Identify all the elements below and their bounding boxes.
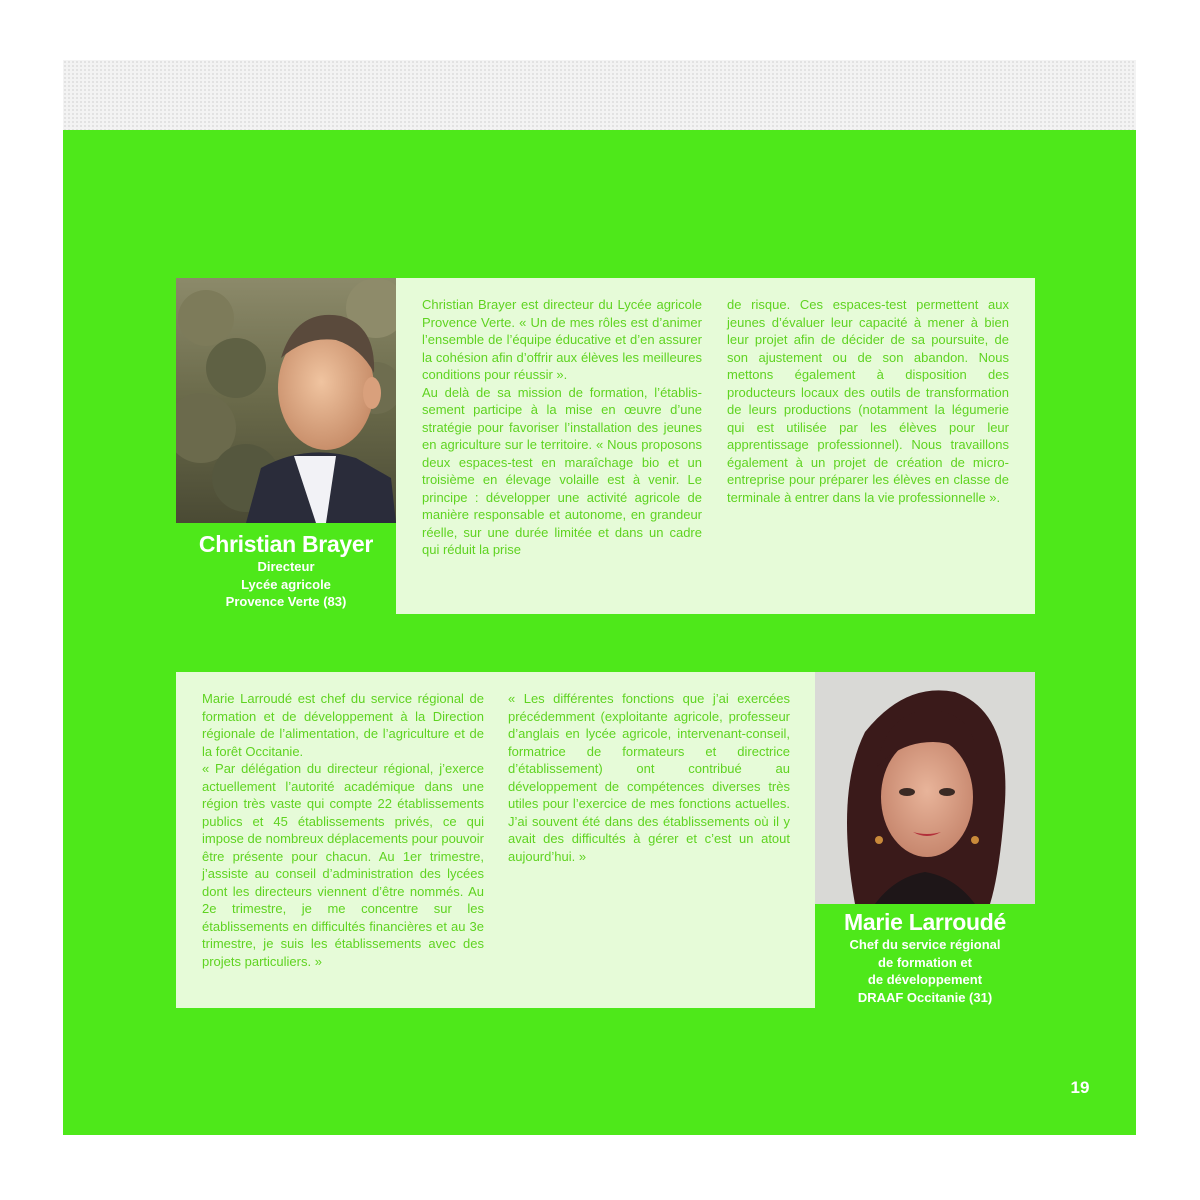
role-line: Provence Verte (83)	[225, 594, 347, 609]
role-line: DRAAF Occitanie (31)	[857, 989, 993, 1005]
paragraph: « Par délégation du directeur régional, j’exerce actuellement l’autorité académique dans une région très vaste qui compte 22 établissements publics et 45 établissements privés, ce qui impose de nombreux déplacements pour pouvoir être présente pour chacun. Au 1er trimestre, j’assiste au conseil d’administration des lycées dont les directeurs viennent d’être nommés. Au 2e trimestre, je me concentre sur les établissements en difficultés financières et au 3e trimestre, je suis les établissements avec des projets particuliers. »	[202, 761, 484, 969]
marie-larroude-photo	[815, 672, 1035, 904]
paragraph: Christian Brayer est directeur du Lycée agricole Provence Verte. « Un de mes rôles est d’animer l’ensemble de l’équipe éducative et d’en assurer la cohésion afin d’offrir aux élèves les meilleures conditions pour réussir ».	[422, 297, 702, 382]
christian-brayer-namebox	[176, 530, 396, 611]
paragraph: Au delà de sa mission de formation, l’établissement participe à la mise en œuvre d’une stratégie pour favoriser l’installation des jeunes en agriculture sur le territoire. « Nous proposons deux espaces-test en maraîchage bio et un troisième en élevage volaille est à venir. Le principe : développer une activité agricole de manière responsable et autonome, en grandeur réelle, sur une durée limitée et dans un cadre qui réduit la prise	[422, 384, 702, 557]
role-line: de développement	[867, 972, 983, 987]
role-line: Chef du service régional	[849, 937, 1001, 952]
role-line: Directeur	[257, 559, 315, 574]
text-column	[727, 296, 1009, 506]
person-name: Christian Brayer	[198, 531, 374, 557]
paragraph: de risque. Ces espaces-test permettent aux jeunes d’évaluer leur capacité à mener à bien leur projet afin de décider de sa poursuite, de son ajustement ou de son abandon. Nous mettons également à disposition des producteurs locaux des outils de transformation de leurs productions (notamment la légumerie qui est utilisée par les élèves pour leur apprentissage professionnel). Nous travaillons également à un projet de création de micro-entreprise pour préparer les élèves en classe de terminale à entrer dans la vie professionnelle ».	[727, 297, 1009, 505]
text-column	[422, 296, 702, 559]
page-number: 19	[1070, 1078, 1090, 1097]
christian-brayer-photo	[176, 278, 396, 523]
christian-brayer-text-card	[396, 278, 1035, 614]
text-column	[508, 690, 790, 865]
role-line: Lycée agricole	[241, 576, 331, 592]
role-line: de formation et	[878, 954, 972, 970]
text-column	[202, 690, 484, 970]
person-name: Marie Larroudé	[844, 909, 1006, 935]
marie-larroude-namebox	[815, 908, 1035, 1006]
header-pattern-band	[63, 60, 1136, 130]
marie-larroude-text-card	[176, 672, 815, 1008]
paragraph: Marie Larroudé est chef du service régional de formation et de développement à la Direction régionale de l’alimentation, de l’agriculture et de la forêt Occitanie.	[202, 691, 484, 759]
paragraph: « Les différentes fonctions que j’ai exercées précédemment (exploitante agricole, professeur d’anglais en lycée agricole, intervenant-conseil, formatrice de formateurs et directrice d’établissement) ont contribué au développement de compétences diverses très utiles pour l’exercice de mes fonctions actuelles. J’ai souvent été dans des établissements où il y avait des difficultés à gérer et c’est un atout aujourd’hui. »	[508, 691, 790, 864]
